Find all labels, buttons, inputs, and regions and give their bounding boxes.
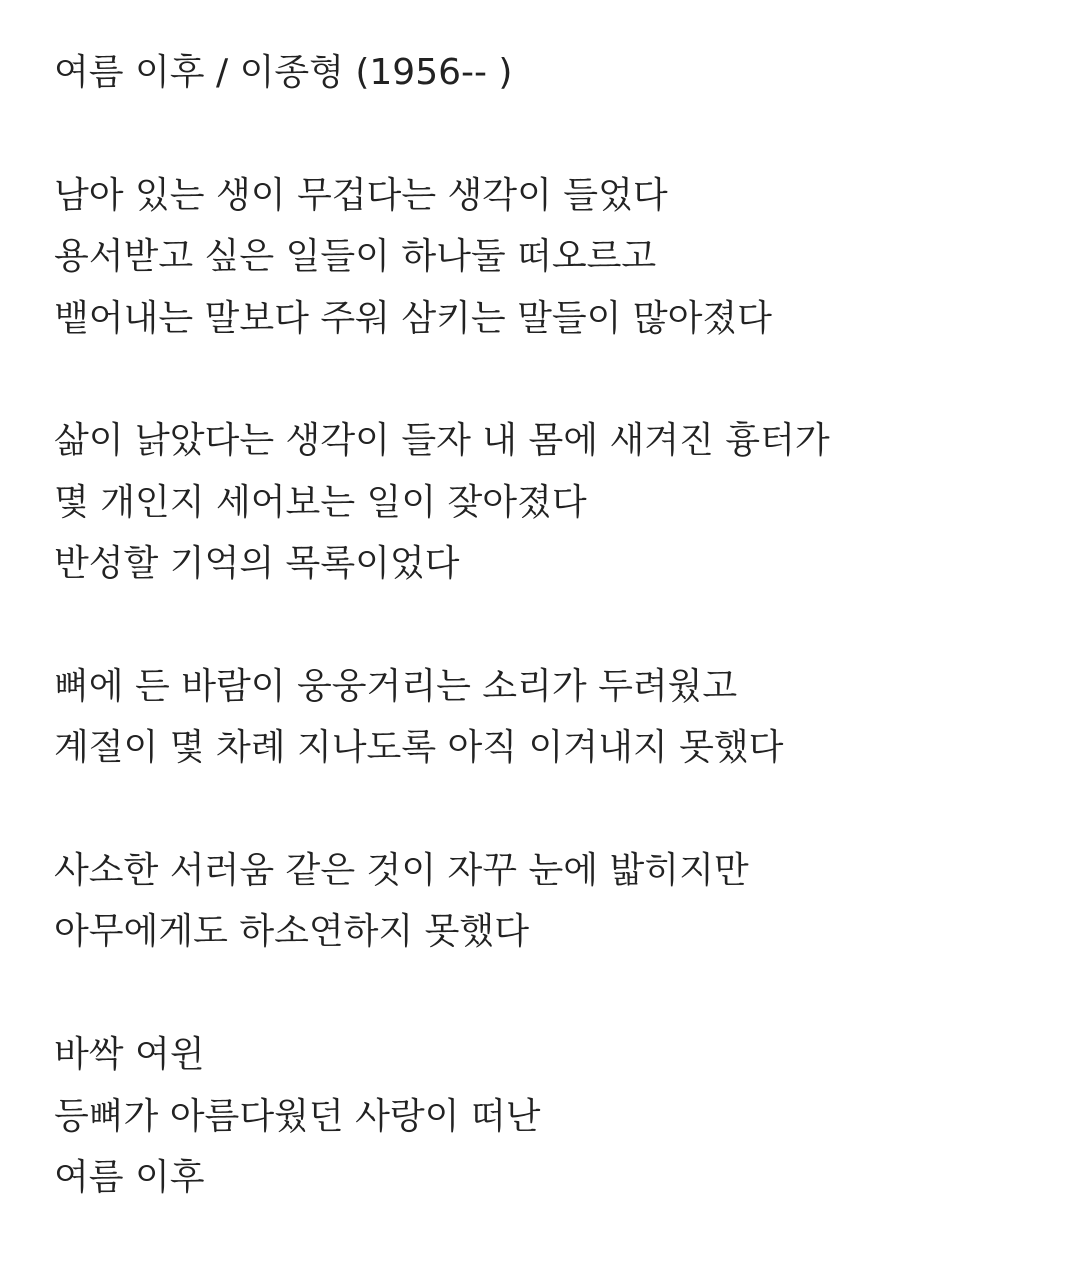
poem-line: 뼈에 든 바람이 웅웅거리는 소리가 두려웠고	[54, 665, 738, 707]
blank-line	[54, 349, 1054, 410]
poem-line: 뱉어내는 말보다 주워 삼키는 말들이 많아졌다	[54, 297, 772, 339]
blank-line	[54, 103, 1054, 164]
poem-line: 사소한 서러움 같은 것이 자꾸 눈에 밟히지만	[54, 850, 749, 892]
poem-line: 몇 개인지 세어보는 일이 잦아졌다	[54, 481, 587, 523]
poem-title: 여름 이후 / 이종형 (1956-- )	[54, 52, 513, 93]
poem-line: 반성할 기억의 목록이었다	[54, 543, 460, 585]
blank-line	[54, 779, 1054, 840]
note-body	[54, 42, 1054, 1208]
poem-line: 남아 있는 생이 무겁다는 생각이 들었다	[54, 174, 668, 216]
blank-line	[54, 963, 1054, 1024]
poem-line: 아무에게도 하소연하지 못했다	[54, 911, 529, 953]
poem-line: 여름 이후	[54, 1157, 205, 1199]
poem-line: 삶이 낡았다는 생각이 들자 내 몸에 새겨진 흉터가	[54, 420, 830, 462]
poem-line: 용서받고 싶은 일들이 하나둘 떠오르고	[54, 236, 657, 278]
blank-line	[54, 595, 1054, 656]
poem-line: 계절이 몇 차례 지나도록 아직 이겨내지 못했다	[54, 727, 784, 769]
poem-line: 등뼈가 아름다웠던 사랑이 떠난	[54, 1095, 541, 1137]
poem-line: 바싹 여윈	[54, 1034, 205, 1076]
